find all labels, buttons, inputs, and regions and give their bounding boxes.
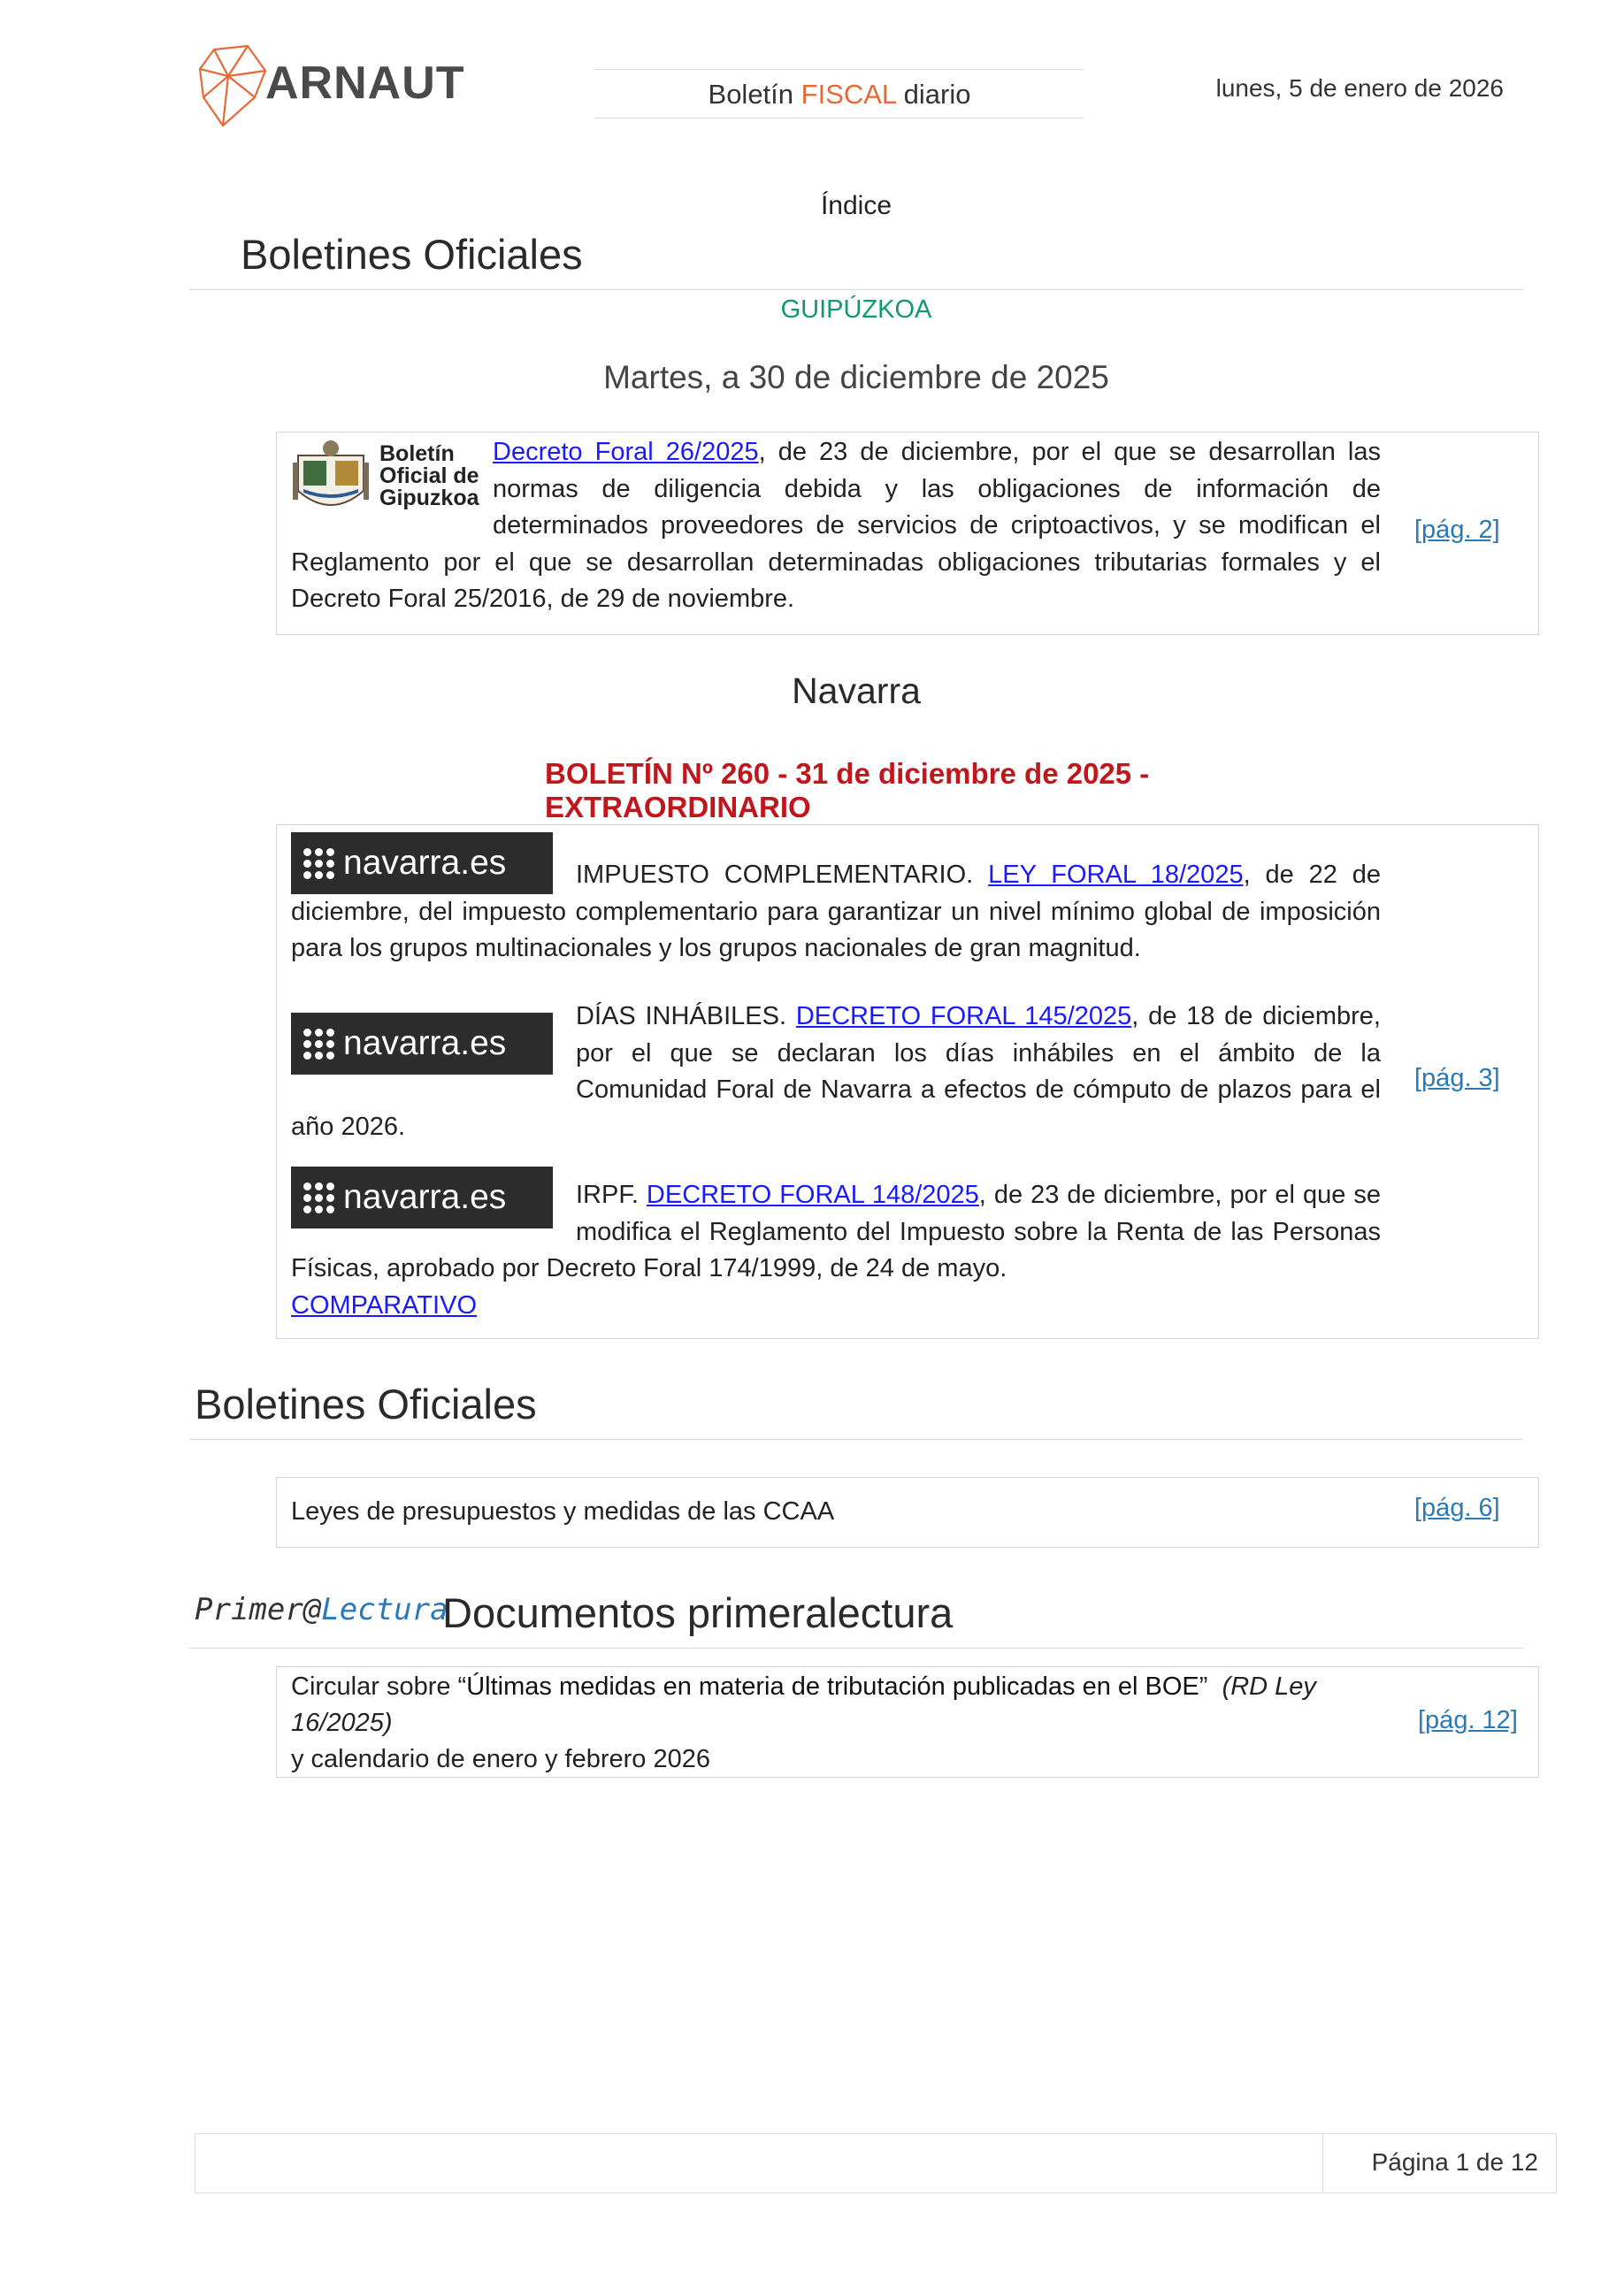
navarra-logo [291,1013,553,1075]
bulletin-heading-line2: EXTRAORDINARIO [545,791,811,823]
arnaut-logo [196,44,465,129]
bulletin-entry-box [276,432,1539,635]
logo-line: Gipuzkoa [379,486,479,510]
page-link[interactable]: [pág. 3] [1414,1064,1500,1092]
section-divider [189,1648,1523,1649]
page-number: Página 1 de 12 [1371,2148,1538,2176]
circular-reference: (RD Ley 16/2025) [291,1672,1316,1737]
bulletin-number-heading [545,757,1252,824]
navarra-title: Navarra [792,670,921,711]
page-link[interactable]: [pág. 12] [1418,1706,1518,1734]
section-divider [189,289,1523,290]
ccaa-entry-box [276,1477,1539,1548]
comparativo-link[interactable]: COMPARATIVO [291,1290,477,1320]
logo-float-spacer [291,434,493,544]
circular-entry-text [291,1669,1414,1778]
entry-prefix: IMPUESTO COMPLEMENTARIO. [576,861,989,889]
circular-prefix: Circular sobre “ [291,1672,467,1701]
index-label: Índice [820,191,892,220]
decreto-foral-145-link[interactable]: DECRETO FORAL 145/2025 [795,1002,1132,1030]
logo-line: Boletín [379,441,455,466]
navarra-logo [291,1167,553,1228]
navarra-logo-text: navarra.es [343,844,507,882]
header-date: lunes, 5 de enero de 2026 [1215,74,1504,102]
decreto-foral-148-link[interactable]: DECRETO FORAL 148/2025 [646,1181,979,1209]
primeralectura-logo [195,1592,448,1627]
header-title-part2: diario [896,79,971,110]
entry-text: , de 18 de diciembre, por el que se declaran los días inhábiles en el ámbito de la Comunidad Foral de Navarra a efectos de cómputo de plazos para el año 2026. [291,1002,1381,1141]
circular-entry-box [276,1666,1539,1778]
circular-title: Últimas medidas en materia de tributación publicadas en el BOE [466,1672,1199,1701]
logo-line: Oficial de [379,463,479,488]
entry-text: , de 23 de diciembre, por el que se modifica el Reglamento del Impuesto sobre la Renta de las Personas Físicas, aprobado por Decreto Foral 174/1999, de 24 de mayo. [291,1181,1381,1282]
brand-part2: Lectura [321,1592,448,1627]
bulletin-heading-line1: BOLETÍN Nº 260 - 31 de diciembre de 2025 - [545,757,1150,790]
section-divider [189,1439,1523,1440]
ccaa-entry-text: Leyes de presupuestos y medidas de las CCAA [291,1497,835,1526]
header-title-part1: Boletín [708,79,801,110]
ley-foral-18-link[interactable]: LEY FORAL 18/2025 [988,861,1244,889]
navarra-logo-text: navarra.es [343,1178,507,1216]
entry-prefix: DÍAS INHÁBILES. [576,1002,796,1030]
section-title: Documentos primeralectura [442,1589,954,1636]
navarra-logo [291,832,553,894]
region-label: GUIPÚZKOA [780,295,932,324]
logo-wordmark: ARNAUT [265,57,465,109]
entry-text: , de 23 de diciembre, por el que se desarrollan las normas de diligencia debida y las obligaciones de información de determinados proveedores de servicios de criptoactivos, y se modifican el Reglamento por el que se desarrollan determinadas obligaciones tributarias formales y el Decreto Foral 25/2016, de 29 de noviembre. [291,438,1381,613]
navarra-dots-icon [303,848,334,879]
navarra-logo-text: navarra.es [343,1024,507,1062]
page-footer [195,2133,1557,2193]
navarra-dots-icon [303,1182,334,1213]
header-title [595,69,1084,119]
entry-prefix: IRPF. [576,1181,647,1209]
footer-divider [1322,2134,1323,2193]
section-title: Boletines Oficiales [241,231,583,278]
entry-paragraph [291,434,1381,618]
page-link[interactable]: [pág. 6] [1414,1494,1500,1522]
day-heading: Martes, a 30 de diciembre de 2025 [603,359,1109,395]
polygon-logo-icon [196,44,267,129]
header-title-accent: FISCAL [801,79,897,110]
brand-part1: Primer@ [195,1592,322,1627]
circular-quote-close: ” [1199,1672,1208,1701]
circular-line2: y calendario de enero y febrero 2026 [291,1745,710,1773]
navarra-entries-box [276,824,1539,1339]
entry-text: , de 22 de diciembre, del impuesto complementario para garantizar un nivel mínimo global de imposición para los grupos multinacionales y los grupos nacionales de gran magnitud. [291,861,1382,962]
navarra-dots-icon [303,1029,334,1060]
page-link[interactable]: [pág. 2] [1414,516,1500,544]
section-title: Boletines Oficiales [195,1381,537,1427]
decreto-foral-26-link[interactable]: Decreto Foral 26/2025 [493,438,759,466]
